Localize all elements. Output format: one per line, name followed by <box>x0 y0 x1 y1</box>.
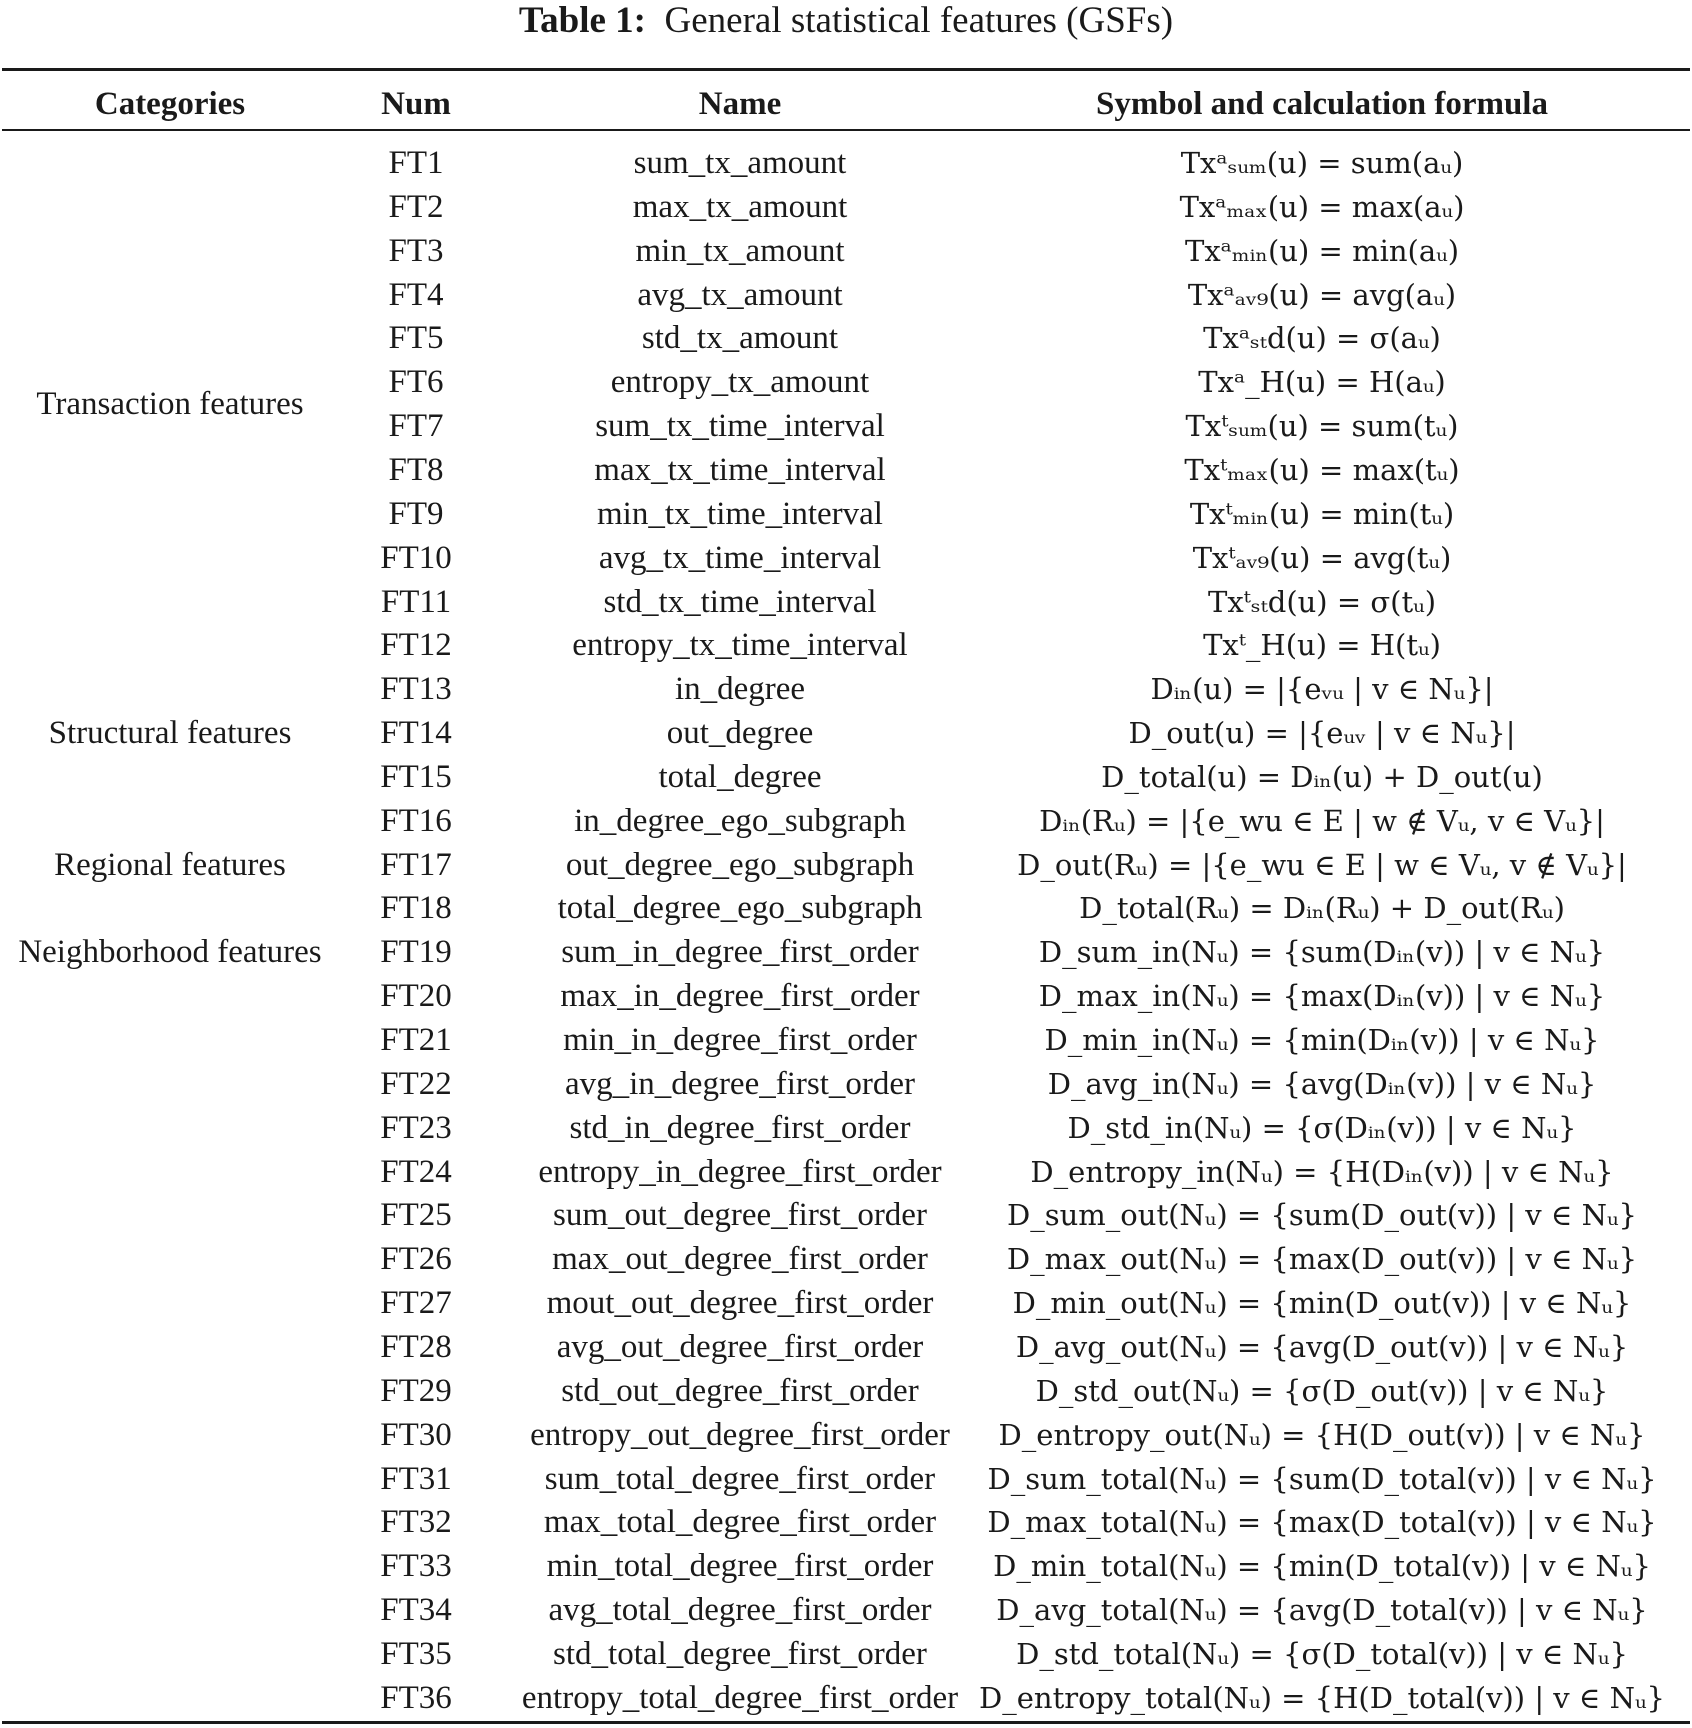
row-num: FT35 <box>380 1635 452 1672</box>
row-num: FT14 <box>380 715 452 752</box>
row-num: FT32 <box>380 1504 452 1541</box>
row-name: total_degree_ego_subgraph <box>557 890 923 927</box>
row-name: max_total_degree_first_order <box>543 1504 937 1541</box>
row-name: mout_out_degree_first_order <box>546 1285 934 1322</box>
row-num: FT12 <box>380 627 452 664</box>
table-row <box>0 1588 1692 1632</box>
row-formula: D_entropy_in(Nᵤ) = {H(Dᵢₙ(v)) | v ∈ Nᵤ} <box>1030 1154 1614 1189</box>
row-formula: Txᵗₛᵤₘ(u) = sum(tᵤ) <box>1185 409 1459 444</box>
table-row <box>0 273 1692 317</box>
table-row <box>0 1325 1692 1369</box>
row-num: FT6 <box>388 364 444 401</box>
row-formula: D_std_total(Nᵤ) = {σ(D_total(v)) | v ∈ Nᵤ} <box>1016 1636 1628 1671</box>
row-name: entropy_out_degree_first_order <box>530 1416 950 1453</box>
row-name: entropy_total_degree_first_order <box>521 1679 959 1716</box>
row-formula: D_sum_in(Nᵤ) = {sum(Dᵢₙ(v)) | v ∈ Nᵤ} <box>1038 935 1606 970</box>
table-row <box>0 316 1692 360</box>
row-formula: Txᵃₛₜd(u) = σ(aᵤ) <box>1203 321 1441 356</box>
table-row <box>0 229 1692 273</box>
row-num: FT28 <box>380 1328 452 1365</box>
table-row <box>0 1676 1692 1720</box>
row-num: FT18 <box>380 890 452 927</box>
table-row <box>0 623 1692 667</box>
row-formula: D_sum_out(Nᵤ) = {sum(D_out(v)) | v ∈ Nᵤ} <box>1007 1198 1637 1233</box>
row-name: min_tx_time_interval <box>597 495 883 532</box>
row-num: FT1 <box>388 145 444 181</box>
table-caption-label: Table 1: <box>518 0 647 41</box>
table-row <box>0 580 1692 624</box>
row-formula: Txᵃₘᵢₙ(u) = min(aᵤ) <box>1184 233 1460 268</box>
table-row <box>0 1413 1692 1457</box>
row-formula: Txᵃₛᵤₘ(u) = sum(aᵤ) <box>1180 146 1464 180</box>
row-formula: D_std_out(Nᵤ) = {σ(D_out(v)) | v ∈ Nᵤ} <box>1035 1373 1609 1408</box>
row-num: FT3 <box>388 232 444 269</box>
table-caption <box>0 0 1692 42</box>
table-row <box>0 1369 1692 1413</box>
row-name: std_tx_amount <box>641 320 839 357</box>
row-num: FT20 <box>380 978 452 1015</box>
table-row <box>0 1544 1692 1588</box>
row-formula: D_total(Rᵤ) = Dᵢₙ(Rᵤ) + D_out(Rᵤ) <box>1079 891 1565 926</box>
row-num: FT25 <box>380 1197 452 1234</box>
row-name: max_in_degree_first_order <box>560 978 920 1015</box>
row-name: entropy_tx_amount <box>610 364 870 401</box>
row-name: sum_total_degree_first_order <box>544 1460 936 1497</box>
row-num: FT24 <box>380 1153 452 1190</box>
row-name: sum_out_degree_first_order <box>553 1197 927 1234</box>
row-num: FT34 <box>380 1592 452 1629</box>
table-row <box>0 141 1692 185</box>
table-row <box>0 1062 1692 1106</box>
category-label: Regional features <box>54 846 286 883</box>
row-formula: Txᵗₘᵢₙ(u) = min(tᵤ) <box>1189 496 1455 531</box>
row-formula: D_sum_total(Nᵤ) = {sum(D_total(v)) | v ∈ Nᵤ} <box>987 1461 1657 1496</box>
row-num: FT16 <box>380 802 452 839</box>
row-name: entropy_tx_time_interval <box>572 627 908 664</box>
row-name: total_degree <box>658 758 822 795</box>
table-caption-text: General statistical features (GSFs) <box>664 0 1174 41</box>
row-num: FT23 <box>380 1109 452 1146</box>
row-formula: D_min_out(Nᵤ) = {min(D_out(v)) | v ∈ Nᵤ} <box>1012 1286 1632 1321</box>
row-name: max_tx_time_interval <box>594 451 886 488</box>
row-formula: Dᵢₙ(u) = |{eᵥᵤ | v ∈ Nᵤ}| <box>1150 672 1494 707</box>
row-name: sum_in_degree_first_order <box>561 934 919 971</box>
row-formula: Txᵗₐᵥ₉(u) = avg(tᵤ) <box>1192 540 1452 575</box>
table-row <box>0 492 1692 536</box>
row-formula: Txᵗₛₜd(u) = σ(tᵤ) <box>1207 584 1437 619</box>
table-row <box>0 185 1692 229</box>
category-label: Transaction features <box>36 386 304 423</box>
row-formula: D_total(u) = Dᵢₙ(u) + D_out(u) <box>1101 759 1543 794</box>
row-num: FT5 <box>388 320 444 357</box>
header-categories: Categories <box>94 86 246 122</box>
row-formula: Dᵢₙ(Rᵤ) = |{e_wu ∈ E | w ∉ Vᵤ, v ∈ Vᵤ}| <box>1039 803 1605 838</box>
table-row <box>0 974 1692 1018</box>
row-name: avg_out_degree_first_order <box>556 1328 924 1365</box>
row-num: FT11 <box>380 583 452 620</box>
row-name: out_degree_ego_subgraph <box>565 846 915 883</box>
row-formula: D_min_in(Nᵤ) = {min(Dᵢₙ(v)) | v ∈ Nᵤ} <box>1044 1023 1600 1057</box>
row-formula: Txᵗₘₐₓ(u) = max(tᵤ) <box>1184 452 1460 487</box>
table-row <box>0 448 1692 492</box>
row-formula: D_entropy_total(Nᵤ) = {H(D_total(v)) | v ∈ Nᵤ} <box>978 1680 1665 1715</box>
row-formula: Txᵃₘₐₓ(u) = max(aᵤ) <box>1179 189 1465 224</box>
category-label: Neighborhood features <box>18 934 322 971</box>
row-num: FT29 <box>380 1372 452 1409</box>
row-num: FT9 <box>388 495 444 532</box>
row-num: FT13 <box>380 671 452 708</box>
row-num: FT4 <box>388 276 444 313</box>
row-formula: Txᵃ_H(u) = H(aᵤ) <box>1198 365 1446 400</box>
table-row <box>0 1150 1692 1194</box>
row-num: FT17 <box>380 846 452 883</box>
header-rule <box>2 129 1690 131</box>
row-formula: Txᵗ_H(u) = H(tᵤ) <box>1203 628 1441 663</box>
row-formula: D_avg_total(Nᵤ) = {avg(D_total(v)) | v ∈ Nᵤ} <box>996 1593 1648 1628</box>
row-name: std_in_degree_first_order <box>569 1109 911 1146</box>
row-name: avg_tx_time_interval <box>598 539 882 576</box>
row-name: avg_tx_amount <box>637 276 843 313</box>
table-row <box>0 1237 1692 1281</box>
table-row <box>0 1500 1692 1544</box>
row-name: entropy_in_degree_first_order <box>538 1153 942 1190</box>
table-row <box>0 1281 1692 1325</box>
table-row <box>0 799 1692 843</box>
row-formula: D_out(u) = |{eᵤᵥ | v ∈ Nᵤ}| <box>1128 716 1516 751</box>
row-name: max_tx_amount <box>632 188 848 225</box>
bottom-rule <box>2 1721 1690 1724</box>
row-num: FT31 <box>380 1460 452 1497</box>
row-formula: D_avg_out(Nᵤ) = {avg(D_out(v)) | v ∈ Nᵤ} <box>1015 1329 1629 1364</box>
row-formula: D_max_out(Nᵤ) = {max(D_out(v)) | v ∈ Nᵤ} <box>1006 1242 1638 1277</box>
row-formula: D_max_in(Nᵤ) = {max(Dᵢₙ(v)) | v ∈ Nᵤ} <box>1038 979 1606 1014</box>
table-row <box>0 1457 1692 1501</box>
table-row <box>0 1018 1692 1062</box>
row-name: min_total_degree_first_order <box>546 1548 934 1585</box>
row-name: sum_tx_amount <box>633 145 847 181</box>
row-name: avg_total_degree_first_order <box>548 1592 932 1629</box>
table-row <box>0 1106 1692 1150</box>
header-num: Num <box>381 86 451 122</box>
table-row <box>0 755 1692 799</box>
row-formula: D_avg_in(Nᵤ) = {avg(Dᵢₙ(v)) | v ∈ Nᵤ} <box>1047 1066 1597 1101</box>
row-num: FT30 <box>380 1416 452 1453</box>
row-formula: D_out(Rᵤ) = |{e_wu ∈ E | w ∈ Vᵤ, v ∉ Vᵤ}| <box>1017 847 1627 882</box>
row-num: FT8 <box>388 451 444 488</box>
row-name: std_total_degree_first_order <box>553 1635 927 1672</box>
row-num: FT2 <box>388 188 444 225</box>
row-num: FT19 <box>380 934 452 971</box>
header-name: Name <box>698 86 782 122</box>
row-formula: D_std_in(Nᵤ) = {σ(Dᵢₙ(v)) | v ∈ Nᵤ} <box>1067 1110 1577 1145</box>
table-row <box>0 1193 1692 1237</box>
row-name: min_tx_amount <box>635 232 845 269</box>
row-num: FT33 <box>380 1548 452 1585</box>
row-num: FT22 <box>380 1065 452 1102</box>
row-formula: Txᵃₐᵥ₉(u) = avg(aᵤ) <box>1187 277 1457 312</box>
row-name: max_out_degree_first_order <box>552 1241 928 1278</box>
table-row <box>0 667 1692 711</box>
row-num: FT36 <box>380 1679 452 1716</box>
table-row <box>0 886 1692 930</box>
row-formula: D_min_total(Nᵤ) = {min(D_total(v)) | v ∈ Nᵤ} <box>993 1549 1651 1584</box>
row-formula: D_entropy_out(Nᵤ) = {H(D_out(v)) | v ∈ Nᵤ} <box>998 1417 1646 1452</box>
header-formula: Symbol and calculation formula <box>1096 86 1548 122</box>
row-name: std_out_degree_first_order <box>561 1372 919 1409</box>
row-name: out_degree <box>666 715 814 752</box>
row-num: FT10 <box>380 539 452 576</box>
row-num: FT26 <box>380 1241 452 1278</box>
row-name: sum_tx_time_interval <box>595 408 885 445</box>
row-num: FT7 <box>388 408 444 445</box>
top-rule <box>2 68 1690 71</box>
category-label: Structural features <box>48 715 292 752</box>
row-name: min_in_degree_first_order <box>563 1022 917 1058</box>
row-name: std_tx_time_interval <box>603 583 877 620</box>
row-name: in_degree <box>674 671 806 708</box>
row-num: FT27 <box>380 1285 452 1322</box>
table-row <box>0 536 1692 580</box>
row-name: in_degree_ego_subgraph <box>574 802 906 839</box>
table-row <box>0 1632 1692 1676</box>
row-name: avg_in_degree_first_order <box>564 1065 916 1102</box>
row-formula: D_max_total(Nᵤ) = {max(D_total(v)) | v ∈ Nᵤ} <box>987 1505 1657 1540</box>
row-num: FT15 <box>380 758 452 795</box>
row-num: FT21 <box>380 1022 452 1058</box>
